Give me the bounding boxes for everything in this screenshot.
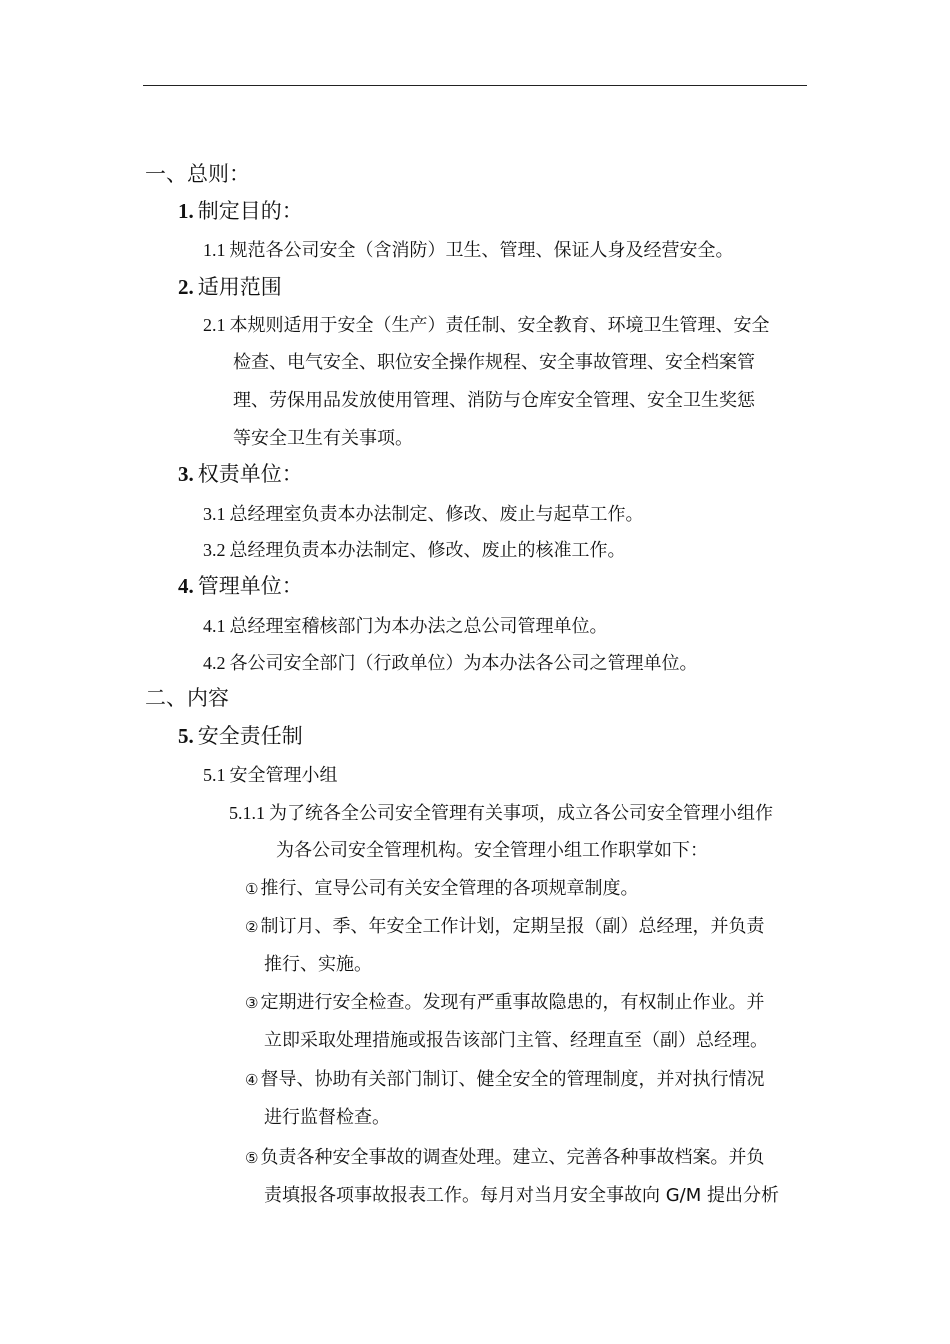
clause-2-1-number: 2.1 xyxy=(203,315,226,335)
heading-4 xyxy=(178,574,303,598)
clause-2-1-line: 本规则适用于安全（生产）责任制、安全教育、环境卫生管理、安全 xyxy=(229,315,770,336)
clause-4-2-number: 4.2 xyxy=(203,653,226,673)
clause-2-1-line: 检查、电气安全、职位安全操作规程、安全事故管理、安全档案管 xyxy=(233,352,755,373)
duty-item-5-marker: ⑤ xyxy=(245,1149,259,1167)
clause-4-1-text: 总经理室稽核部门为本办法之总公司管理单位。 xyxy=(229,616,608,637)
clause-1-1-number: 1.1 xyxy=(203,240,226,260)
clause-4-1-number: 4.1 xyxy=(203,616,226,636)
duty-item-5-text: 负责各种安全事故的调查处理。建立、完善各种事故档案。并负 xyxy=(260,1147,765,1168)
duty-item-4-text: 督导、协助有关部门制订、健全安全的管理制度，并对执行情况 xyxy=(260,1069,765,1090)
clause-5-1-1 xyxy=(229,801,773,826)
section-1-title: 一、总则： xyxy=(145,162,250,186)
clause-4-2 xyxy=(203,651,698,676)
clause-3-2 xyxy=(203,538,626,563)
clause-5-1-1-line: 为各公司安全管理机构。安全管理小组工作职掌如下： xyxy=(276,840,708,861)
heading-2-number: 2. xyxy=(178,275,194,299)
clause-3-1 xyxy=(203,502,644,527)
duty-item-3 xyxy=(245,991,764,1015)
clause-3-2-number: 3.2 xyxy=(203,540,226,560)
clause-5-1-number: 5.1 xyxy=(203,765,226,785)
clause-5-1 xyxy=(203,763,338,788)
heading-3-number: 3. xyxy=(178,462,194,486)
duty-item-2 xyxy=(245,915,764,939)
heading-5-text: 安全责任制 xyxy=(197,724,303,748)
clause-5-1-1-line: 为了统各全公司安全管理有关事项，成立各公司安全管理小组作 xyxy=(269,803,773,824)
heading-1-number: 1. xyxy=(178,199,194,223)
clause-4-2-text: 各公司安全部门（行政单位）为本办法各公司之管理单位。 xyxy=(229,653,698,674)
heading-1 xyxy=(178,199,303,223)
section-2-title: 二、内容 xyxy=(145,686,229,710)
duty-item-4-marker: ④ xyxy=(245,1071,259,1089)
duty-item-4-line: 进行监督检查。 xyxy=(264,1107,390,1128)
duty-item-2-text: 制订月、季、年安全工作计划，定期呈报（副）总经理，并负责 xyxy=(260,916,765,937)
heading-1-text: 制定目的： xyxy=(197,199,303,223)
duty-item-1-marker: ① xyxy=(245,880,259,898)
heading-2-text: 适用范围 xyxy=(197,275,282,299)
heading-3 xyxy=(178,462,303,486)
heading-3-text: 权责单位： xyxy=(197,462,303,486)
clause-5-1-1-number: 5.1.1 xyxy=(229,803,265,823)
duty-item-3-marker: ③ xyxy=(245,994,259,1012)
clause-3-1-number: 3.1 xyxy=(203,504,226,524)
clause-3-2-text: 总经理负责本办法制定、修改、废止的核准工作。 xyxy=(229,540,626,561)
heading-5 xyxy=(178,724,303,748)
duty-item-3-line: 立即采取处理措施或报告该部门主管、经理直至（副）总经理。 xyxy=(264,1030,768,1051)
clause-5-1-text: 安全管理小组 xyxy=(229,765,338,786)
duty-item-2-line: 推行、实施。 xyxy=(264,954,372,975)
duty-item-5 xyxy=(245,1146,764,1170)
heading-2 xyxy=(178,275,282,299)
clause-1-1 xyxy=(203,238,734,263)
duty-item-5-line: 责填报各项事故报表工作。每月对当月安全事故向 G/M 提出分析 xyxy=(264,1185,779,1206)
duty-item-4 xyxy=(245,1068,764,1092)
clause-3-1-text: 总经理室负责本办法制定、修改、废止与起草工作。 xyxy=(229,504,644,525)
clause-2-1-line: 等安全卫生有关事项。 xyxy=(233,428,413,449)
duty-item-1-text: 推行、宣导公司有关安全管理的各项规章制度。 xyxy=(260,878,639,899)
duty-item-2-marker: ② xyxy=(245,918,259,936)
clause-2-1 xyxy=(203,313,770,338)
heading-5-number: 5. xyxy=(178,724,194,748)
duty-item-1 xyxy=(245,877,638,901)
clause-1-1-text: 规范各公司安全（含消防）卫生、管理、保证人身及经营安全。 xyxy=(229,240,734,261)
header-rule xyxy=(143,85,807,86)
heading-4-text: 管理单位： xyxy=(197,574,303,598)
duty-item-3-text: 定期进行安全检查。发现有严重事故隐患的，有权制止作业。并 xyxy=(260,992,765,1013)
clause-2-1-line: 理、劳保用品发放使用管理、消防与仓库安全管理、安全卫生奖惩 xyxy=(233,390,755,411)
heading-4-number: 4. xyxy=(178,574,194,598)
clause-4-1 xyxy=(203,614,608,639)
